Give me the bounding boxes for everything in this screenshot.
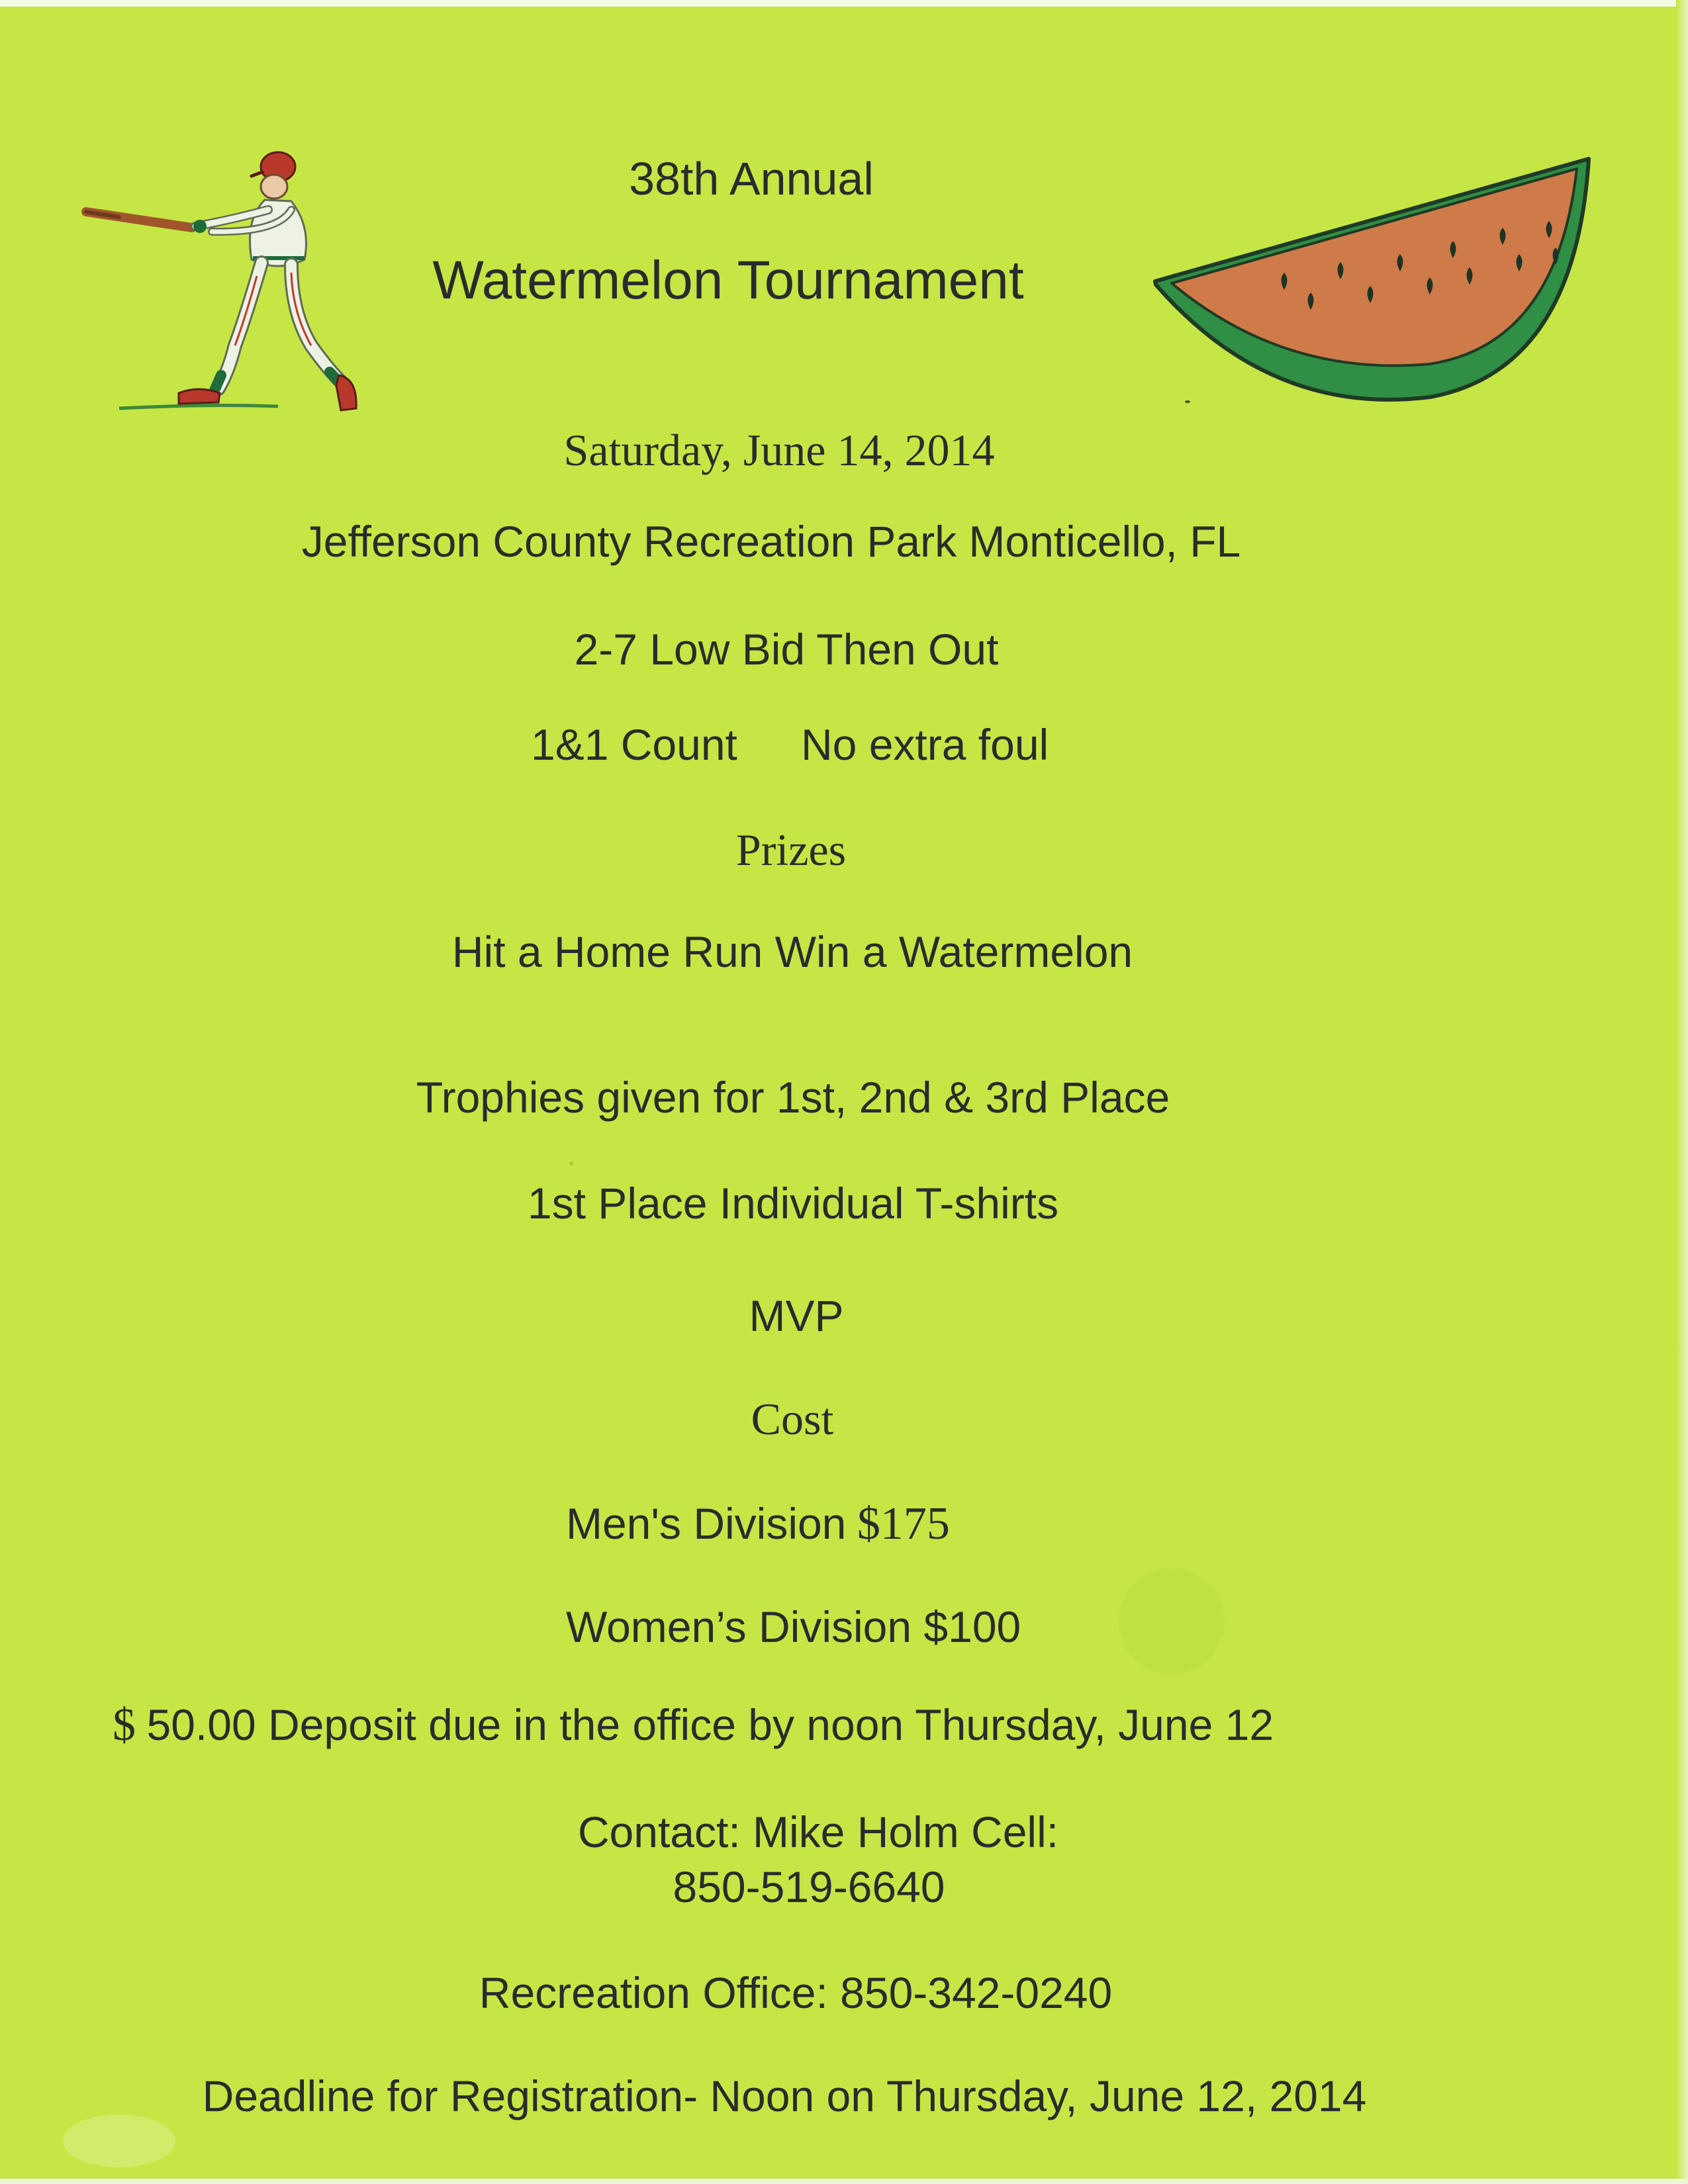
contact-line-1: Contact: Mike Holm Cell: xyxy=(577,1807,1059,1856)
prize-trophies: Trophies given for 1st, 2nd & 3rd Place xyxy=(416,1073,1170,1122)
event-format: 2-7 Low Bid Then Out xyxy=(574,625,999,674)
prize-mvp: MVP xyxy=(749,1291,844,1340)
scan-blot xyxy=(63,2115,175,2167)
deposit-text: 50.00 Deposit due in the office by noon Thursday, June 12 xyxy=(146,1700,1274,1749)
prize-tshirts: 1st Place Individual T-shirts xyxy=(527,1179,1059,1228)
scan-speck xyxy=(1185,400,1190,403)
contact-phone: 850-519-6640 xyxy=(673,1862,945,1911)
scan-edge-bottom xyxy=(0,2179,1688,2184)
mens-division-price: $175 xyxy=(857,1498,950,1549)
event-date: Saturday, June 14, 2014 xyxy=(563,425,995,475)
registration-deadline: Deadline for Registration- Noon on Thursday, June 12, 2014 xyxy=(202,2071,1367,2120)
deposit-notice xyxy=(113,1702,1274,1749)
baseball-batter-icon xyxy=(79,147,371,425)
scan-speck xyxy=(569,1161,573,1165)
scan-edge-top xyxy=(0,0,1688,7)
deposit-dollar-sign: $ xyxy=(113,1700,136,1751)
mens-division-label: Men's Division xyxy=(566,1499,847,1548)
prizes-heading: Prizes xyxy=(735,825,847,875)
title-line-1: 38th Annual xyxy=(629,153,874,205)
watermelon-slice-icon xyxy=(1152,146,1602,410)
scan-edge-right xyxy=(1676,0,1688,2184)
scan-blot xyxy=(1119,1569,1225,1674)
cost-heading: Cost xyxy=(751,1394,834,1444)
event-count: 1&1 Count xyxy=(531,720,737,769)
event-location: Jefferson County Recreation Park Monticello, FL xyxy=(301,517,1241,566)
mens-division xyxy=(566,1498,950,1549)
event-foul-rule: No extra foul xyxy=(801,720,1049,769)
womens-division: Women’s Division $100 xyxy=(566,1602,1021,1651)
prize-home-run: Hit a Home Run Win a Watermelon xyxy=(451,927,1133,976)
recreation-office: Recreation Office: 850-342-0240 xyxy=(479,1968,1113,2017)
title-line-2: Watermelon Tournament xyxy=(432,250,1024,310)
